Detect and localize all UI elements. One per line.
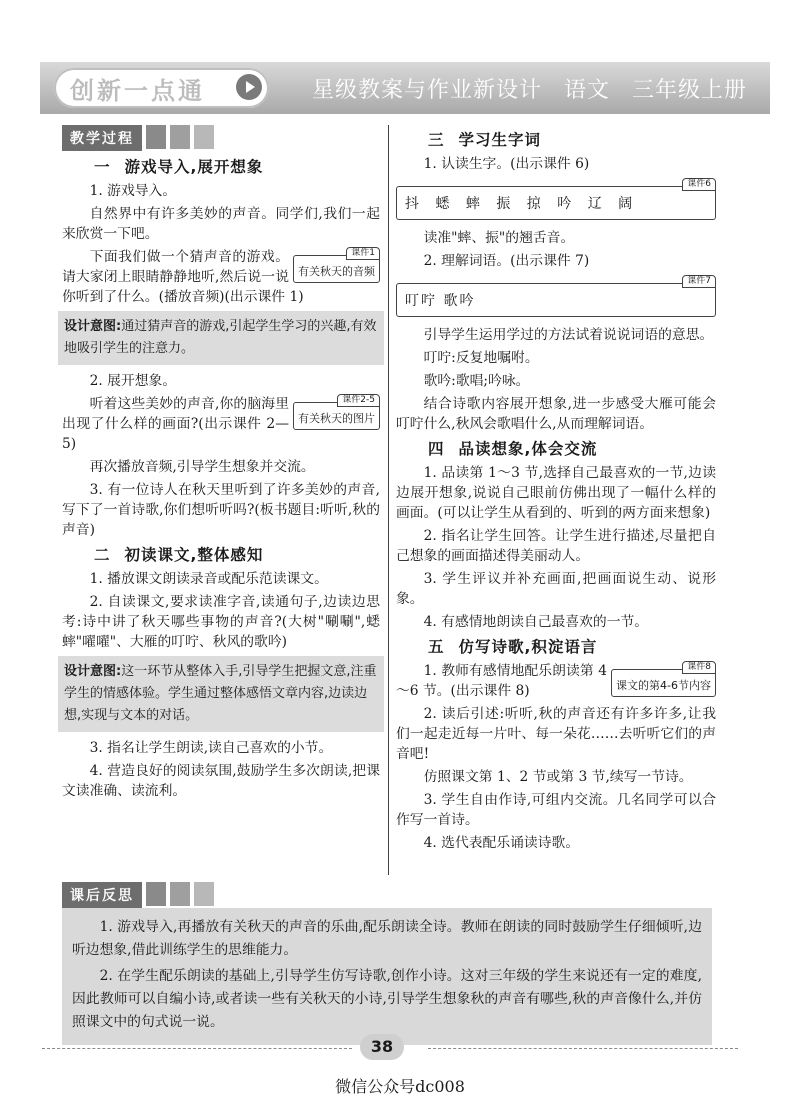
tag-block [146, 125, 166, 149]
courseware-box-6 [396, 179, 716, 220]
paragraph: 结合诗歌内容展开想象,进一步感受大雁可能会叮咛什么,秋风会歌唱什么,从而理解词语。 [396, 396, 716, 432]
section-heading-4 [428, 437, 716, 459]
page-header [40, 62, 770, 114]
paragraph: 2. 读后引述:听听,秋的声音还有许多许多,让我们一起走近每一片叶、每一朵花……去听听它们的声音吧! [396, 706, 716, 762]
footer-dashed-line [42, 1048, 352, 1049]
heading-text: 游戏导入,展开想象 [124, 158, 264, 176]
design-intent-1 [58, 311, 384, 365]
courseware-tab: 课件7 [682, 275, 716, 288]
tag-block [194, 125, 214, 149]
column-divider [388, 125, 389, 875]
courseware-tab: 课件1 [346, 247, 380, 260]
paragraph: 下面我们做一个猜声音的游戏。请大家闭上眼睛静静地听,然后说一说你听到了什么。(播放音频)(出示课件 1) [62, 249, 304, 305]
heading-text: 品读想象,体会交流 [458, 440, 598, 458]
play-icon [236, 74, 262, 100]
paragraph: 2. 理解词语。(出示课件 7) [423, 253, 590, 269]
paragraph: 读准"蟀、振"的翘舌音。 [423, 230, 575, 246]
page-number: 38 [360, 1034, 404, 1060]
courseware-tab: 课件6 [682, 178, 716, 191]
header-title-book: 星级教案与作业新设计 [312, 78, 543, 103]
paragraph: 1. 认读生字。(出示课件 6) [423, 156, 590, 172]
design-intent-2 [58, 656, 384, 732]
courseware-text: 有关秋天的音频 [298, 265, 375, 278]
courseware-text: 叮咛 歌吟 [405, 293, 476, 309]
paragraph: 引导学生运用学过的方法试着说说词语的意思。 [423, 327, 714, 343]
heading-number: 一 [94, 158, 111, 176]
paragraph: 自然界中有许多美妙的声音。同学们,我们一起来欣赏一下吧。 [62, 206, 380, 242]
tag-block [146, 882, 166, 906]
design-text: 这一环节从整体入手,引导学生把握文意,注重学生的情感体验。学生通过整体感悟文章内容,边读边想,实现与文本的对话。 [64, 664, 377, 723]
courseware-box-7 [396, 276, 716, 317]
section-tag-reflection [62, 882, 214, 908]
section-heading-2 [94, 543, 380, 565]
paragraph: 听着这些美妙的声音,你的脑海里出现了什么样的画面?(出示课件 2—5) [62, 396, 289, 452]
paragraph: 1. 播放课文朗读录音或配乐范读课文。 [89, 571, 328, 587]
tag-block [170, 882, 190, 906]
courseware-box-1 [293, 248, 380, 283]
heading-number: 三 [428, 131, 445, 149]
paragraph: 仿照课文第 1、2 节或第 3 节,续写一节诗。 [423, 769, 693, 785]
paragraph: 1. 教师有感情地配乐朗读第 4～6 节。(出示课件 8) [396, 663, 608, 699]
paragraph: 4. 选代表配乐诵读诗歌。 [423, 835, 580, 851]
section-heading-5 [428, 635, 716, 657]
heading-text: 学习生字词 [458, 131, 542, 149]
paragraph: 2. 在学生配乐朗读的基础上,引导学生仿写诗歌,创作小诗。这对三年级的学生来说还有一定的难度,因此教师可以自编小诗,或者读一些有关秋天的小诗,引导学生想象秋的声音有哪些,秋的声音像什么,并仿照课文中的句式说一说。 [72, 968, 702, 1030]
courseware-tab: 课件2-5 [337, 394, 380, 407]
header-title-subject: 语文 [564, 78, 611, 103]
watermark: 微信公众号dc008 [335, 1077, 465, 1096]
left-column [62, 125, 380, 804]
brand-text: 创新一点通 [70, 77, 205, 105]
paragraph: 1. 游戏导入。 [89, 183, 177, 199]
design-label: 设计意图: [64, 319, 122, 334]
heading-text: 仿写诗歌,积淀语言 [458, 638, 598, 656]
reflection-box [62, 908, 712, 1045]
paragraph: 3. 指名让学生朗读,读自己喜欢的小节。 [89, 740, 333, 756]
paragraph: 1. 游戏导入,再播放有关秋天的声音的乐曲,配乐朗读全诗。教师在朗读的同时鼓励学生仔细倾听,边听边想象,借此训练学生的思维能力。 [72, 919, 702, 958]
tag-block [194, 882, 214, 906]
paragraph: 2. 自读课文,要求读准字音,读通句子,边读边思考:诗中讲了秋天哪些事物的声音?(大树"唰唰",蟋蟀"嚁嚁"、大雁的叮咛、秋风的歌吟) [62, 594, 380, 650]
courseware-text: 抖 蟋 蟀 振 掠 吟 辽 阔 [405, 196, 639, 212]
footer-dashed-line [428, 1048, 738, 1049]
paragraph: 2. 指名让学生回答。让学生进行描述,尽量把自己想象的画面描述得美丽动人。 [396, 528, 716, 564]
heading-number: 二 [94, 546, 111, 564]
tag-block [170, 125, 190, 149]
paragraph: 1. 品读第 1～3 节,选择自己最喜欢的一节,边读边展开想象,说说自己眼前仿佛出现了一幅什么样的画面。(可以让学生从看到的、听到的两方面来想象) [396, 465, 716, 521]
paragraph: 再次播放音频,引导学生想象并交流。 [89, 459, 315, 475]
tag-label: 教学过程 [62, 125, 142, 151]
section-tag-process [62, 125, 380, 151]
paragraph: 3. 学生自由作诗,可组内交流。几名同学可以合作写一首诗。 [396, 792, 716, 828]
design-label: 设计意图: [64, 664, 122, 679]
paragraph: 歌吟:歌唱;吟咏。 [423, 373, 530, 389]
section-heading-1 [94, 155, 380, 177]
paragraph: 4. 有感情地朗读自己最喜欢的一节。 [423, 614, 649, 630]
courseware-box-8 [611, 662, 716, 697]
section-heading-3 [428, 128, 716, 150]
right-column [396, 125, 716, 856]
tag-label: 课后反思 [62, 882, 142, 908]
paragraph: 叮咛:反复地嘱咐。 [423, 350, 539, 366]
heading-text: 初读课文,整体感知 [124, 546, 264, 564]
header-title-grade: 三年级上册 [632, 78, 748, 103]
heading-number: 四 [428, 440, 445, 458]
heading-number: 五 [428, 638, 445, 656]
paragraph: 3. 学生评议并补充画面,把画面说生动、说形象。 [396, 571, 716, 607]
courseware-text: 课文的第4-6节内容 [616, 679, 711, 692]
paragraph: 3. 有一位诗人在秋天里听到了许多美妙的声音,写下了一首诗歌,你们想听听吗?(板书题目:听听,秋的声音) [62, 482, 380, 538]
paragraph: 4. 营造良好的阅读氛围,鼓励学生多次朗读,把课文读准确、读流利。 [62, 763, 380, 799]
header-title [312, 73, 769, 104]
courseware-tab: 课件8 [682, 661, 716, 674]
courseware-text: 有关秋天的图片 [298, 412, 375, 425]
design-text: 通过猜声音的游戏,引起学生学习的兴趣,有效地吸引学生的注意力。 [64, 319, 377, 356]
paragraph: 2. 展开想象。 [89, 373, 177, 389]
courseware-box-2 [293, 395, 380, 430]
